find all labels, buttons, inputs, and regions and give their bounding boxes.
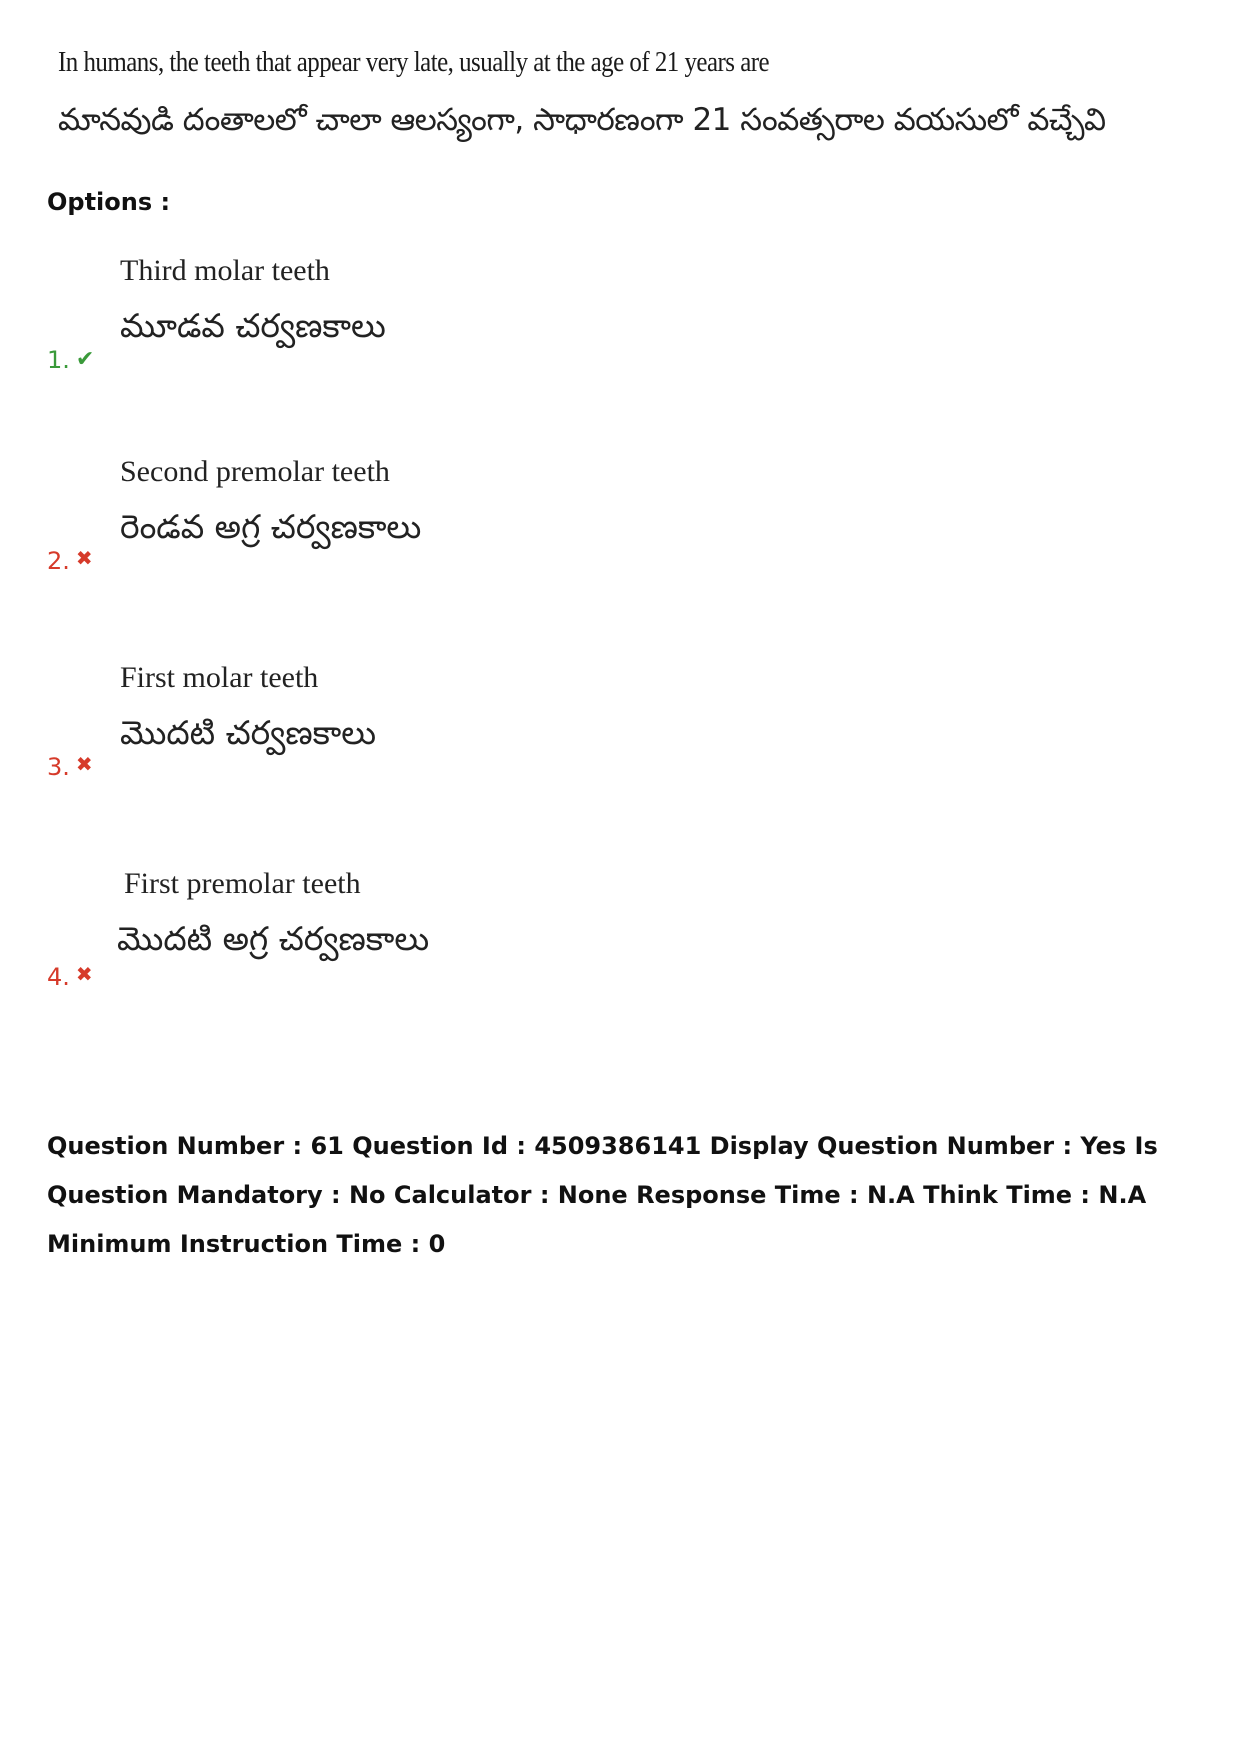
- cross-icon: ✖: [75, 546, 93, 570]
- option-text-english: First molar teeth: [120, 661, 319, 694]
- option-marker: [47, 346, 94, 374]
- option-text-english: Second premolar teeth: [120, 455, 390, 488]
- option-text-telugu: మొదటి అగ్ర చర్వణకాలు: [117, 919, 430, 958]
- option-marker: [47, 963, 93, 991]
- option-3: [47, 661, 1147, 811]
- option-marker: [47, 753, 93, 781]
- cross-icon: ✖: [75, 962, 93, 986]
- option-number: 3.: [47, 753, 70, 781]
- options-label: Options :: [47, 188, 171, 216]
- option-text-telugu: మొదటి చర్వణకాలు: [120, 713, 377, 752]
- option-number: 1.: [47, 346, 70, 374]
- option-1: [47, 254, 1147, 404]
- check-icon: ✔: [75, 347, 95, 372]
- cross-icon: ✖: [75, 752, 93, 776]
- question-text-english: In humans, the teeth that appear very late, usually at the age of 21 years are: [58, 46, 770, 78]
- question-image: [58, 44, 1106, 140]
- option-text-english: First premolar teeth: [124, 867, 361, 900]
- option-text-telugu: రెండవ అగ్ర చర్వణకాలు: [120, 507, 422, 546]
- question-metadata: Question Number : 61 Question Id : 4509386141 Display Question Number : Yes Is Question Mandatory : No Calculator : None Response Time : N.A Think Time : N.A Minimum Instruction Time : 0: [47, 1132, 1158, 1258]
- option-text-english: Third molar teeth: [120, 254, 330, 287]
- option-number: 4.: [47, 963, 70, 991]
- question-text-telugu: మానవుడి దంతాలలో చాలా ఆలస్యంగా, సాధారణంగా 21 సంవత్సరాల వయసులో వచ్చేవి: [58, 102, 1106, 138]
- option-marker: [47, 547, 93, 575]
- option-2: [47, 455, 1147, 605]
- option-4: [47, 867, 1147, 1017]
- option-number: 2.: [47, 547, 70, 575]
- option-text-telugu: మూడవ చర్వణకాలు: [120, 306, 386, 345]
